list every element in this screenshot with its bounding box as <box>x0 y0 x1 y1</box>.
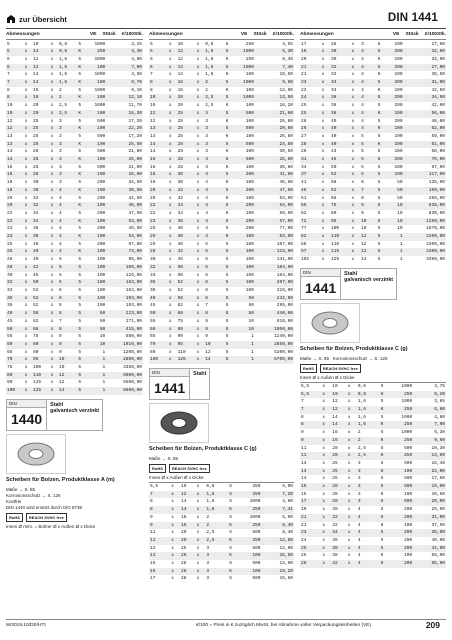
table-row: 12 x 25 x 3 5 500 17,20 <box>7 118 142 124</box>
table-row: 29 x 43 x 5 5 100 66,00 <box>301 149 445 155</box>
table-row: 13 x 25 x 3 K 100 22,00 <box>301 468 445 474</box>
table-row: 26 x 40 x 4 K 100 62,00 <box>301 126 445 132</box>
table-row: 12 x 25 x 3 K 100 26,80 <box>150 118 293 124</box>
table-row: 65 x 90 x 9 5 1 1240,00 <box>150 334 293 340</box>
table-row: 14 x 28 x 3 K 100 26,00 <box>7 157 142 163</box>
table-row: 30 x 45 x 5 5 100 141,00 <box>150 257 293 263</box>
table-row: 19 x 30 x 4 5 200 29,00 <box>301 507 445 513</box>
din-box-1441-plain: DIN 1441 Stahl <box>149 368 294 400</box>
table-row: 97 x 115 x 12 5 1 2400,00 <box>301 249 445 255</box>
table-row: 37 x 52 x 6 5 100 117,00 <box>301 172 445 178</box>
table-row: 5 x 12 x 1,6 5 1000 5,30 <box>150 49 293 55</box>
table-row: 70 x 95 x 10 5 1 2850,00 <box>150 341 293 347</box>
table-row: 8 x 16 x 2 K 100 12,10 <box>7 95 142 101</box>
washer-image <box>149 403 209 443</box>
table-row: 14 x 28 x 3 5 500 24,50 <box>150 141 293 147</box>
table-row: 16 x 28 x 3 K 100 30,80 <box>150 164 293 170</box>
table-row: 56 x 75 x 9 5 10 638,00 <box>301 203 445 209</box>
table-row: 7 x 12 x 1,6 5 1000 3,65 <box>301 399 445 405</box>
table-row: 6 x 12 x 1,6 K 250 8,40 <box>150 56 293 62</box>
table-row: 23 x 34 x 4 5 200 38,00 <box>301 530 445 536</box>
table-row: 77 x 100 x 10 5 10 1970,00 <box>301 226 445 232</box>
table-row: 18 x 30 x 4 K 100 46,80 <box>150 180 293 186</box>
back-label: zur Übersicht <box>19 14 67 24</box>
table-row: 8 x 14 x 1,6 K 250 7,90 <box>301 422 445 428</box>
divider <box>6 28 446 29</box>
table-row: 13 x 25 x 3 5 500 17,20 <box>7 133 142 139</box>
table-row: 14 x 25 x 3 5 500 17,50 <box>301 476 445 482</box>
price-table-2b <box>149 483 294 583</box>
table-row: 13 x 25 x 3 5 500 12,00 <box>150 545 293 551</box>
product-name: Scheiben für Bolzen, Produktklasse A (m) <box>6 476 115 483</box>
column-2: Abmessungen VE Stück €/100Stk. 5 x 10 x 0,8 K 250 4,55 5 x 12 x 1,6 5 1000 5,30 6 x 12 x 1,6 K 250 8,40 6 x 14 x 1,6 5 1000 7,40 7 x 14 x 1,6 K 100 10,50 8 x 16 x 2 5 1000 9,80 8 x 16 x 2 K 100 12,90 10 x 20 x 2,5 5 1000 13,50 10 x 20 x 2,5 K 100 18,20 12 x 25 x 3 5 500 21,80 12 x 25 x 3 K 100 26,80 13 x 25 x 3 5 500 20,60 13 x 25 x 3 K 100 26,80 14 x 28 x 3 5 500 24,50 14 x 28 x 3 K 100 30,50 16 x 28 x 3 5 500 25,80 16 x 28 x 3 K 100 30,80 18 x 30 x 4 5 200 41,80 18 x 30 x 4 K 100 46,80 20 x 32 x 4 5 200 47,50 20 x 32 x 4 K 100 53,00 22 x 34 x 4 5 200 54,00 22 x 34 x 4 K 100 59,00 23 x 36 x 4 5 200 57,00 25 x 40 x 4 5 200 77,00 25 x 40 x 4 K 100 83,00 26 x 40 x 5 5 100 107,00 28 x 42 x 5 5 100 115,00 30 x 45 x 5 5 100 141,00 32 x 50 x 5 5 100 184,00 33 x 50 x 5 5 100 184,00 35 x 52 x 6 5 100 207,00 36 x 52 x 6 5 100 216,00 40 x 58 x 6 5 50 242,00 45 x 62 x 7 5 50 295,00 50 x 68 x 8 5 50 440,00 55 x 75 x 9 5 10 810,00 60 x 80 x 9 5 10 1050,00 65 x 90 x 9 5 1 1240,00 70 x 95 x 10 5 1 2850,00 80 x 110 x 12 5 1 5200,00 100 x 125 x 14 5 1 6700,00 DIN 1441 Stahl Scheiben für Bolzen, Produktklasse C (g) Maße → S. 85 RoHS REACH SVHC free Innen Ø x Außen Ø x Dicke 5,5 x 10 x 0,8 5 250 6,00 7 x 12 x 1,6 5 250 7,20 8 x 14 x 1,6 5 1000 4,80 8 x 14 x 1,6 K 250 7,41 9 x 16 x 2 5 1000 5,90 9 x 16 x 2 K 250 8,40 11 x 20 x 2,5 5 500 8,40 11 x 20 x 2,5 K 250 12,60 13 x 25 x 3 5 500 12,00 13 x 25 x 3 K 100 16,50 15 x 28 x 3 5 500 13,60 15 x 28 x 3 K 100 19,20 17 x 28 x 3 5 500 16,50 <box>149 32 294 582</box>
table-row: 5 x 14 x 0,8 K 250 4,40 <box>7 49 142 55</box>
table-row: 26 x 40 x 4 5 200 48,00 <box>301 118 445 124</box>
table-row: 90 x 125 x 12 5 1 5500,00 <box>7 380 142 386</box>
table-row: 8 x 14 x 1,6 K 250 7,41 <box>150 507 293 513</box>
washer-image <box>300 303 360 343</box>
table-row: 50 x 68 x 8 5 50 440,00 <box>150 311 293 317</box>
table-row: 23 x 34 x 4 K 100 42,50 <box>301 87 445 93</box>
table-row: 7 x 14 x 1,6 K 100 10,50 <box>150 72 293 78</box>
din-box-1441: DIN 1441 Stahl galvanisch verzinkt <box>300 268 446 300</box>
table-row: 25 x 38 x 4 K 100 58,00 <box>301 553 445 559</box>
table-row: 27 x 40 x 5 5 100 59,00 <box>301 133 445 139</box>
table-row: 28 x 42 x 4 5 200 65,00 <box>301 561 445 567</box>
table-row: 20 x 32 x 4 5 200 47,50 <box>150 187 293 193</box>
table-row: 13 x 25 x 3 K 100 16,50 <box>150 553 293 559</box>
table-row: 23 x 36 x 4 5 200 49,50 <box>7 226 142 232</box>
table-row: 65 x 90 x 9 5 1 1200,00 <box>7 349 142 355</box>
table-row: 46 x 62 x 7 5 50 199,00 <box>301 187 445 193</box>
table-row: 13 x 25 x 3 K 100 26,80 <box>150 133 293 139</box>
table-row: 7 x 14 x 1,6 5 1000 4,50 <box>7 72 142 78</box>
table-row: 13 x 25 x 3 K 100 25,50 <box>7 141 142 147</box>
reach-badge: REACH SVHC free <box>320 364 361 373</box>
table-row: 12 x 25 x 3 5 500 21,80 <box>150 110 293 116</box>
table-row: 23 x 36 x 4 5 200 57,00 <box>150 218 293 224</box>
table-header: Abmessungen VE Stück €/100Stk. <box>149 32 294 40</box>
table-row: 11 x 20 x 2,5 5 500 10,30 <box>301 445 445 451</box>
table-row: 80 x 110 x 12 5 1 5200,00 <box>150 349 293 355</box>
table-row: 11 x 20 x 2,5 K 250 12,60 <box>150 537 293 543</box>
table-row: 8 x 16 x 2 K 100 12,90 <box>150 87 293 93</box>
column-1: Abmessungen VE Stück €/100Stk. 5 x 10 x 0,8 5 1000 3,25 5 x 14 x 0,8 K 250 4,40 6 x 12 x 1,6 5 1000 4,80 6 x 12 x 1,6 K 100 7,00 7 x 14 x 1,6 5 1000 4,50 7 x 14 x 1,6 K 100 9,70 8 x 16 x 2 5 1000 9,10 8 x 16 x 2 K 100 12,10 10 x 20 x 2,5 5 1000 11,70 10 x 20 x 2,5 K 100 16,30 12 x 25 x 3 5 500 17,20 12 x 25 x 3 K 100 22,20 13 x 25 x 3 5 500 17,20 13 x 25 x 3 K 100 25,50 14 x 28 x 3 5 500 21,00 14 x 28 x 3 K 100 26,00 16 x 28 x 3 5 500 21,00 16 x 28 x 3 K 100 26,00 18 x 30 x 3 5 200 34,50 18 x 30 x 4 K 100 39,50 20 x 32 x 4 5 200 42,50 20 x 32 x 4 K 100 46,00 22 x 34 x 4 5 200 47,50 22 x 34 x 4 K 100 53,00 23 x 36 x 4 5 200 49,50 23 x 36 x 4 K 100 54,00 25 x 40 x 4 5 200 67,00 25 x 40 x 4 K 100 73,00 26 x 40 x 5 5 100 95,00 28 x 42 x 5 5 100 105,00 30 x 45 x 5 5 100 125,00 32 x 50 x 5 5 100 163,00 33 x 52 x 6 5 100 152,00 35 x 52 x 6 5 100 193,00 36 x 52 x 6 5 100 193,00 40 x 58 x 6 5 50 223,00 45 x 62 x 7 5 50 271,00 50 x 68 x 8 5 50 415,00 55 x 75 x 9 5 10 880,00 60 x 80 x 9 5 10 1010,00 65 x 90 x 9 5 1 1200,00 70 x 95 x 10 5 1 2800,00 75 x 100 x 10 5 1 3350,00 80 x 110 x 12 5 1 5000,00 90 x 125 x 12 5 1 5500,00 100 x 125 x 14 5 1 6600,00 DIN 1440 Stahl galvanisch verzinkt Scheiben für Bolzen, Produktklasse A (m) Maße → S. 85 Korrosionsschutz → S. 126 Kostfrei DIN 1440 wird ersetzt durch ISO 8738 RoHS REACH SVHC free Innen Ø m/m. = Bohrer Ø x Außen Ø x Dicke <box>6 32 143 529</box>
table-row: 11 x 20 x 2,5 5 500 8,40 <box>150 530 293 536</box>
table-row: 20 x 32 x 4 K 100 46,00 <box>7 203 142 209</box>
footer-divider <box>6 619 446 620</box>
price-table-1 <box>6 41 143 395</box>
price-table-3 <box>300 41 446 264</box>
table-row: 32 x 50 x 5 5 100 184,00 <box>150 264 293 270</box>
table-row: 36 x 52 x 6 5 100 193,00 <box>7 303 142 309</box>
table-row: 41 x 58 x 6 5 50 135,00 <box>301 180 445 186</box>
table-row: 7 x 12 x 1,6 K 250 6,80 <box>301 407 445 412</box>
table-row: 19 x 30 x 4 5 200 32,60 <box>301 49 445 55</box>
table-row: 16 x 28 x 3 5 500 25,80 <box>150 157 293 163</box>
table-row: 28 x 42 x 5 5 100 115,00 <box>150 249 293 255</box>
rohs-badge: RoHS <box>149 464 166 473</box>
table-row: 72 x 95 x 10 5 10 1250,00 <box>301 218 445 224</box>
table-row: 25 x 38 x 4 5 200 42,00 <box>301 545 445 551</box>
table-row: 5 x 10 x 0,8 5 1000 3,25 <box>7 41 142 47</box>
table-row: 45 x 62 x 7 5 50 271,00 <box>7 318 142 324</box>
table-row: 25 x 40 x 4 5 200 77,00 <box>150 226 293 232</box>
table-row: 10 x 20 x 2,5 K 100 16,30 <box>7 110 142 116</box>
rohs-badge: RoHS <box>6 513 23 522</box>
table-row: 24 x 36 x 4 5 200 40,00 <box>301 537 445 543</box>
home-icon <box>6 14 16 24</box>
table-row: 24 x 36 x 4 5 200 34,50 <box>301 95 445 101</box>
table-row: 22 x 34 x 4 K 100 59,00 <box>150 210 293 216</box>
table-row: 16 x 28 x 3 5 500 21,00 <box>7 164 142 170</box>
table-row: 23 x 34 x 4 5 200 31,00 <box>301 80 445 86</box>
table-row: 14 x 28 x 3 K 100 30,50 <box>150 149 293 155</box>
table-row: 20 x 30 x 4 K 100 34,00 <box>301 56 445 62</box>
table-row: 6 x 14 x 1,6 5 1000 7,40 <box>150 64 293 70</box>
table-row: 25 x 38 x 4 5 200 42,00 <box>301 103 445 109</box>
table-row: 20 x 32 x 4 5 200 42,50 <box>7 195 142 201</box>
table-row: 5,5 x 10 x 0,8 5 250 6,00 <box>150 484 293 490</box>
table-row: 60 x 80 x 9 5 10 1050,00 <box>150 326 293 332</box>
table-row: 40 x 58 x 6 5 50 223,00 <box>7 311 142 317</box>
price-table-2 <box>149 41 294 365</box>
table-row: 22 x 34 x 4 5 200 47,50 <box>7 210 142 216</box>
column-3: Abmessungen VE Stück €/100Stk. 17 x 28 x 3 K 100 27,50 19 x 30 x 4 5 200 32,60 20 x 30 x 4 K 100 34,00 21 x 32 x 4 5 200 27,00 21 x 32 x 4 K 100 38,50 23 x 34 x 4 5 200 31,00 23 x 34 x 4 K 100 42,50 24 x 36 x 4 5 200 34,50 25 x 38 x 4 5 200 42,00 25 x 38 x 4 K 100 56,00 26 x 40 x 4 5 200 48,00 26 x 40 x 4 K 100 62,00 27 x 40 x 5 5 100 59,00 28 x 40 x 5 K 100 61,00 29 x 43 x 5 5 100 66,00 31 x 45 x 5 5 200 76,00 34 x 50 x 5 5 100 97,00 37 x 52 x 6 5 100 117,00 41 x 58 x 6 5 50 135,00 46 x 62 x 7 5 50 199,00 51 x 68 x 8 5 50 285,00 56 x 75 x 9 5 10 638,00 62 x 80 x 9 5 10 830,00 72 x 95 x 10 5 10 1250,00 77 x 100 x 10 5 10 1970,00 82 x 110 x 12 5 1 2200,00 86 x 110 x 12 5 1 2300,00 97 x 115 x 12 5 1 2400,00 102 x 125 x 14 5 1 3390,00 DIN 1441 Stahl galvanisch verzinkt Scheiben für Bolzen, Produktklasse C (g) Maße → S. 85 Korrosionsschutz → S. 120 RoHS REACH SVHC free Innen Ø x Außen Ø x Dicke 5,5 x 10 x 0,8 5 1000 3,75 5,5 x 10 x 0,8 K 250 6,20 7 x 12 x 1,6 5 1000 3,65 7 x 12 x 1,6 K 250 6,80 8 x 14 x 1,6 5 1000 4,60 8 x 14 x 1,6 K 250 7,90 9 x 16 x 2 5 1000 6,30 9 x 16 x 2 K 250 9,60 11 x 20 x 2,5 5 500 10,30 11 x 20 x 2,5 K 250 13,60 13 x 25 x 3 5 500 16,40 13 x 25 x 3 K 100 22,00 14 x 25 x 3 5 500 17,50 15 x 28 x 3 5 500 19,00 15 x 28 x 3 K 100 30,50 17 x 28 x 3 5 500 20,00 19 x 30 x 4 5 200 29,00 21 x 32 x 4 5 200 31,00 21 x 32 x 4 K 100 37,50 23 x 34 x 4 5 200 38,00 24 x 36 x 4 5 200 40,00 25 x 38 x 4 5 200 42,00 25 x 38 x 4 K 100 58,00 28 x 42 x 4 5 200 65,00 <box>300 32 446 567</box>
table-row: 45 x 62 x 7 5 50 295,00 <box>150 303 293 309</box>
table-row: 31 x 45 x 5 5 200 76,00 <box>301 157 445 163</box>
table-row: 25 x 38 x 4 K 100 56,00 <box>301 110 445 116</box>
table-row: 8 x 14 x 1,6 5 1000 4,60 <box>301 414 445 420</box>
back-link[interactable] <box>6 14 67 24</box>
table-row: 30 x 45 x 5 5 100 125,00 <box>7 272 142 278</box>
table-row: 102 x 125 x 14 5 1 3390,00 <box>301 257 445 263</box>
table-row: 23 x 36 x 4 K 100 54,00 <box>7 234 142 240</box>
table-row: 5 x 10 x 0,8 K 250 4,55 <box>150 41 293 47</box>
table-row: 21 x 32 x 4 5 200 31,00 <box>301 514 445 520</box>
table-row: 25 x 40 x 4 K 100 83,00 <box>150 234 293 240</box>
table-row: 28 x 40 x 5 K 100 61,00 <box>301 141 445 147</box>
table-row: 35 x 52 x 6 5 100 207,00 <box>150 280 293 286</box>
table-row: 35 x 52 x 6 5 100 193,00 <box>7 295 142 301</box>
table-row: 18 x 30 x 3 5 200 34,50 <box>7 180 142 186</box>
table-row: 33 x 52 x 6 5 100 152,00 <box>7 288 142 293</box>
footer-note: €/100 = Preis in € zuzüglich MwSt. bei Abnahme voller Verpackungseinheiten (VE) <box>196 623 372 628</box>
table-row: 15 x 28 x 3 K 100 30,50 <box>301 491 445 497</box>
table-row: 25 x 40 x 4 5 200 67,00 <box>7 241 142 247</box>
rohs-badge: RoHS <box>300 364 317 373</box>
table-row: 21 x 32 x 4 5 200 27,00 <box>301 64 445 70</box>
table-row: 15 x 28 x 3 5 500 13,60 <box>150 561 293 567</box>
table-row: 20 x 32 x 4 K 100 53,00 <box>150 195 293 201</box>
table-row: 17 x 28 x 3 5 500 16,50 <box>150 576 293 582</box>
table-row: 13 x 25 x 3 5 500 20,60 <box>150 126 293 132</box>
table-row: 50 x 68 x 8 5 50 415,00 <box>7 326 142 332</box>
table-header: Abmessungen VE Stück €/100Stk. <box>300 32 446 40</box>
table-row: 7 x 12 x 1,6 5 250 7,20 <box>150 491 293 497</box>
table-row: 21 x 32 x 4 K 100 37,50 <box>301 522 445 528</box>
table-row: 75 x 100 x 10 5 1 3350,00 <box>7 365 142 371</box>
table-row: 25 x 40 x 4 K 100 73,00 <box>7 249 142 255</box>
table-row: 18 x 30 x 4 K 100 39,50 <box>7 187 142 193</box>
price-table-3b <box>300 383 446 568</box>
page-number: 209 <box>425 620 440 630</box>
table-row: 55 x 75 x 9 5 10 810,00 <box>150 318 293 324</box>
table-row: 6 x 12 x 1,6 5 1000 4,80 <box>7 56 142 62</box>
table-row: 5,5 x 10 x 0,8 5 1000 3,75 <box>301 383 445 389</box>
table-row: 100 x 125 x 14 5 1 6600,00 <box>7 388 142 394</box>
table-row: 60 x 80 x 9 5 10 1010,00 <box>7 341 142 347</box>
table-row: 26 x 40 x 5 5 100 107,00 <box>150 241 293 247</box>
table-row: 18 x 30 x 4 5 200 41,80 <box>150 172 293 178</box>
table-row: 9 x 16 x 2 5 1000 5,90 <box>150 514 293 520</box>
footer-code: M/2019,10/DE/HTI <box>6 623 46 628</box>
page-title: DIN 1441 <box>387 12 438 24</box>
reach-badge: REACH SVHC free <box>169 464 210 473</box>
table-row: 40 x 58 x 6 5 50 242,00 <box>150 295 293 301</box>
table-row: 13 x 25 x 3 5 500 16,40 <box>301 460 445 466</box>
table-row: 82 x 110 x 12 5 1 2200,00 <box>301 234 445 240</box>
table-row: 70 x 95 x 10 5 1 2800,00 <box>7 357 142 363</box>
table-row: 9 x 16 x 2 K 250 8,40 <box>150 522 293 528</box>
table-row: 10 x 20 x 2,5 5 1000 11,70 <box>7 103 142 109</box>
table-row: 86 x 110 x 12 5 1 2300,00 <box>301 241 445 247</box>
table-row: 28 x 42 x 5 5 100 105,00 <box>7 264 142 270</box>
table-row: 15 x 28 x 3 K 100 19,20 <box>150 568 293 574</box>
table-row: 8 x 16 x 2 5 1000 9,10 <box>7 87 142 93</box>
table-row: 17 x 28 x 3 5 500 20,00 <box>301 499 445 505</box>
washer-image <box>6 434 66 474</box>
din-number: 1440 <box>11 410 43 427</box>
table-row: 5,5 x 10 x 0,8 K 250 6,20 <box>301 391 445 397</box>
table-row: 34 x 50 x 5 5 100 97,00 <box>301 164 445 170</box>
table-row: 9 x 16 x 2 5 1000 6,30 <box>301 430 445 436</box>
reach-badge: REACH SVHC free <box>26 513 67 522</box>
table-row: 6 x 12 x 1,6 K 100 7,00 <box>7 64 142 70</box>
table-row: 36 x 52 x 6 5 100 216,00 <box>150 288 293 293</box>
table-header: Abmessungen VE Stück €/100Stk. <box>6 32 143 40</box>
table-row: 7 x 14 x 1,6 K 100 9,70 <box>7 80 142 86</box>
table-row: 9 x 16 x 2 K 250 9,60 <box>301 437 445 443</box>
table-row: 14 x 28 x 3 5 500 21,00 <box>7 149 142 155</box>
table-row: 10 x 20 x 2,5 5 1000 13,50 <box>150 95 293 101</box>
table-row: 10 x 20 x 2,5 K 100 18,20 <box>150 103 293 109</box>
table-row: 33 x 50 x 5 5 100 184,00 <box>150 272 293 278</box>
table-row: 22 x 34 x 4 5 200 54,00 <box>150 203 293 209</box>
table-row: 15 x 28 x 3 5 500 19,00 <box>301 484 445 490</box>
table-row: 62 x 80 x 9 5 10 830,00 <box>301 210 445 216</box>
table-row: 8 x 14 x 1,6 5 1000 4,80 <box>150 499 293 505</box>
table-row: 80 x 110 x 12 5 1 5000,00 <box>7 372 142 378</box>
table-row: 8 x 16 x 2 5 1000 9,80 <box>150 80 293 86</box>
table-row: 32 x 50 x 5 5 100 163,00 <box>7 280 142 286</box>
table-row: 11 x 20 x 2,5 K 250 13,60 <box>301 453 445 459</box>
table-row: 17 x 28 x 3 K 100 27,50 <box>301 41 445 47</box>
table-row: 16 x 28 x 3 K 100 26,00 <box>7 172 142 178</box>
din-box-1440: DIN 1440 Stahl galvanisch verzinkt <box>6 399 143 431</box>
table-row: 12 x 25 x 3 K 100 22,20 <box>7 126 142 132</box>
table-row: 22 x 34 x 4 K 100 53,00 <box>7 218 142 224</box>
table-row: 55 x 75 x 9 5 10 880,00 <box>7 334 142 340</box>
table-row: 51 x 68 x 8 5 50 285,00 <box>301 195 445 201</box>
table-row: 26 x 40 x 5 5 100 95,00 <box>7 257 142 263</box>
table-row: 21 x 32 x 4 K 100 38,50 <box>301 72 445 78</box>
table-row: 100 x 125 x 14 5 1 6700,00 <box>150 357 293 363</box>
